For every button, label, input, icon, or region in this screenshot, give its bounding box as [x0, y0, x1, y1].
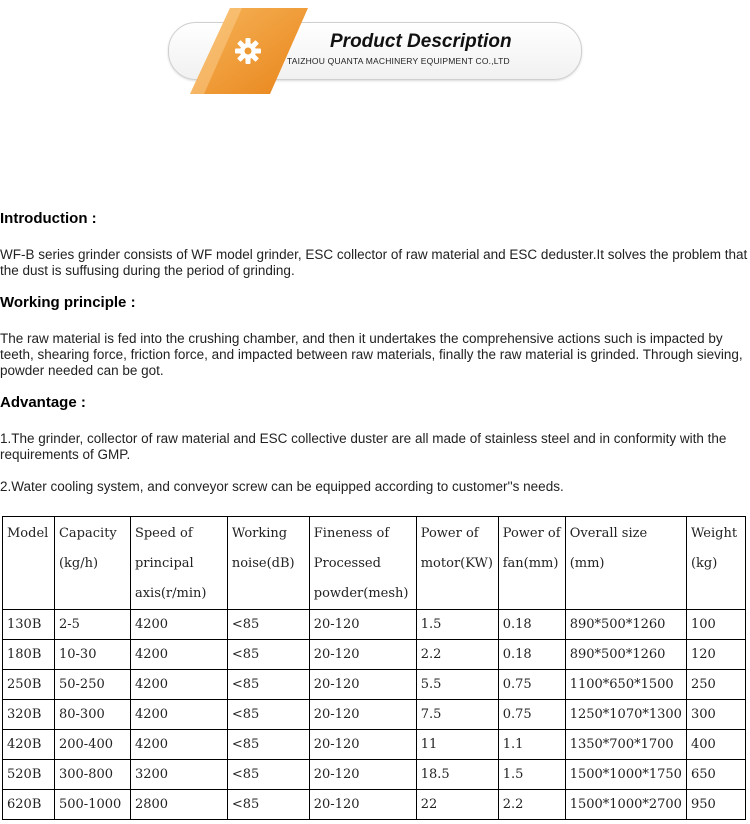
table-cell: 890*500*1260 [565, 640, 686, 670]
table-cell: 0.75 [498, 700, 565, 730]
header-cell: Model [3, 517, 55, 610]
table-cell: 7.5 [416, 700, 498, 730]
table-cell: 420B [3, 730, 55, 760]
table-cell: 890*500*1260 [565, 610, 686, 640]
advantage-item-2: 2.Water cooling system, and conveyor screw can be equipped according to customer''s needs. [0, 479, 564, 494]
table-cell: 2.2 [498, 790, 565, 820]
table-cell: 20-120 [309, 640, 416, 670]
table-cell: 520B [3, 760, 55, 790]
table-cell: 1500*1000*1750 [565, 760, 686, 790]
table-row [3, 730, 746, 760]
table-cell: 200-400 [54, 730, 130, 760]
table-cell: 1.1 [498, 730, 565, 760]
table-cell: 10-30 [54, 640, 130, 670]
table-cell: <85 [227, 640, 309, 670]
table-row [3, 670, 746, 700]
header-cell: Power of motor(KW) [416, 517, 498, 610]
table-cell: 4200 [130, 670, 227, 700]
spec-table [2, 516, 746, 820]
table-row [3, 700, 746, 730]
table-row [3, 610, 746, 640]
table-cell: 2-5 [54, 610, 130, 640]
table-cell: 4200 [130, 640, 227, 670]
table-cell: 20-120 [309, 730, 416, 760]
table-cell: 300-800 [54, 760, 130, 790]
table-cell: 20-120 [309, 670, 416, 700]
table-cell: 5.5 [416, 670, 498, 700]
table-cell: 250 [686, 670, 745, 700]
table-row [3, 640, 746, 670]
table-cell: 3200 [130, 760, 227, 790]
table-cell: <85 [227, 610, 309, 640]
header-cell: Power of fan(mm) [498, 517, 565, 610]
table-cell: <85 [227, 790, 309, 820]
table-cell: 300 [686, 700, 745, 730]
table-cell: 620B [3, 790, 55, 820]
table-cell: 2800 [130, 790, 227, 820]
table-cell: 20-120 [309, 790, 416, 820]
header-cell: Working noise(dB) [227, 517, 309, 610]
table-cell: 22 [416, 790, 498, 820]
table-cell: 2.2 [416, 640, 498, 670]
advantage-heading: Advantage : [0, 394, 86, 411]
table-cell: 1.5 [498, 760, 565, 790]
table-cell: 320B [3, 700, 55, 730]
table-cell: 4200 [130, 610, 227, 640]
table-cell: 650 [686, 760, 745, 790]
table-cell: 50-250 [54, 670, 130, 700]
table-cell: 1500*1000*2700 [565, 790, 686, 820]
table-cell: 20-120 [309, 610, 416, 640]
header-cell: Speed of principal axis(r/min) [130, 517, 227, 610]
table-cell: 500-1000 [54, 790, 130, 820]
principle-heading: Working principle : [0, 294, 136, 311]
principle-text: The raw material is fed into the crushing chamber, and then it undertakes the comprehensive actions such is impacted by teeth, shearing force, friction force, and impacted between raw materials, finally the raw material is grinded. Through sieving, powder needed can be got. [0, 331, 743, 378]
table-cell: 18.5 [416, 760, 498, 790]
table-cell: <85 [227, 670, 309, 700]
table-row [3, 760, 746, 790]
table-cell: 20-120 [309, 700, 416, 730]
table-cell: 1100*650*1500 [565, 670, 686, 700]
header-cell: Fineness of Processed powder(mesh) [309, 517, 416, 610]
table-cell: 400 [686, 730, 745, 760]
table-cell: <85 [227, 730, 309, 760]
table-cell: 0.75 [498, 670, 565, 700]
gear-icon [233, 36, 263, 66]
table-cell: <85 [227, 760, 309, 790]
table-cell: 120 [686, 640, 745, 670]
table-header-row [3, 517, 746, 610]
table-row [3, 790, 746, 820]
table-cell: 1350*700*1700 [565, 730, 686, 760]
table-cell: <85 [227, 700, 309, 730]
table-cell: 1250*1070*1300 [565, 700, 686, 730]
table-cell: 20-120 [309, 760, 416, 790]
table-cell: 4200 [130, 730, 227, 760]
table-cell: 4200 [130, 700, 227, 730]
table-cell: 250B [3, 670, 55, 700]
intro-text: WF-B series grinder consists of WF model grinder, ESC collector of raw material and ESC deduster.It solves the problem that the dust is suffusing during the period of grinding. [0, 247, 748, 278]
table-cell: 180B [3, 640, 55, 670]
table-cell: 80-300 [54, 700, 130, 730]
banner-title: Product Description [330, 31, 512, 52]
table-cell: 0.18 [498, 640, 565, 670]
advantage-item-1: 1.The grinder, collector of raw material and ESC collective duster are all made of stainless steel and in conformity with the requirements of GMP. [0, 431, 727, 462]
table-cell: 1.5 [416, 610, 498, 640]
header-cell: Weight (kg) [686, 517, 745, 610]
table-cell: 0.18 [498, 610, 565, 640]
table-cell: 130B [3, 610, 55, 640]
header-cell: Capacity (kg/h) [54, 517, 130, 610]
table-cell: 11 [416, 730, 498, 760]
banner-subtitle: TAIZHOU QUANTA MACHINERY EQUIPMENT CO.,LTD [287, 56, 510, 66]
header-cell: Overall size (mm) [565, 517, 686, 610]
table-cell: 950 [686, 790, 745, 820]
intro-heading: Introduction : [0, 210, 97, 227]
table-cell: 100 [686, 610, 745, 640]
